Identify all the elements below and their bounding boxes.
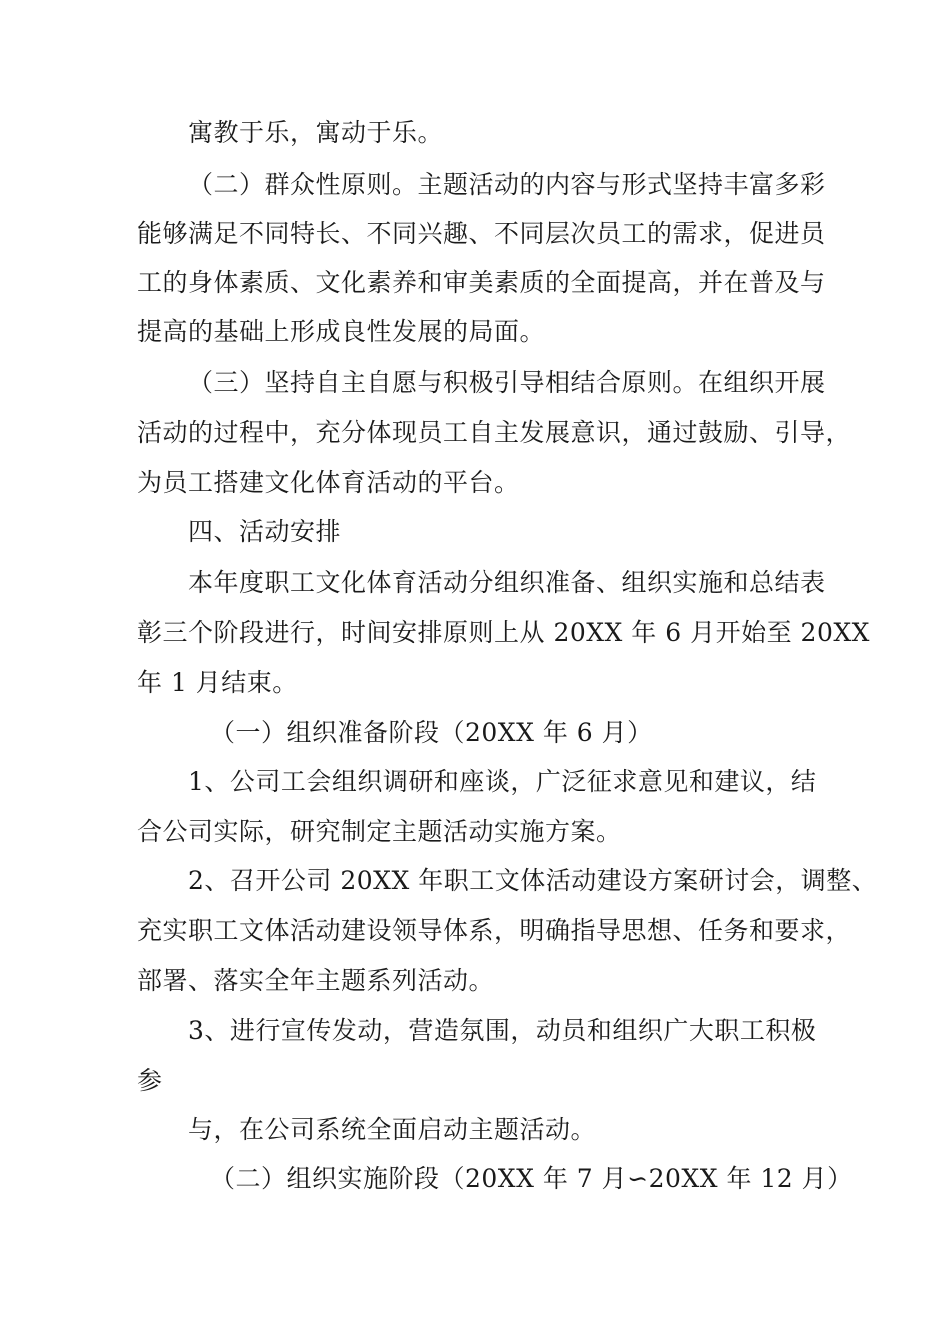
text-line: 年 1 月结束。 — [137, 668, 298, 697]
text-line: 彰三个阶段进行，时间安排原则上从 20XX 年 6 月开始至 20XX — [137, 618, 870, 647]
text-line: 提高的基础上形成良性发展的局面。 — [137, 317, 546, 346]
text-line: 与，在公司系统全面启动主题活动。 — [188, 1115, 597, 1144]
text-line: 寓教于乐，寓动于乐。 — [188, 118, 444, 147]
text-line: 1、公司工会组织调研和座谈，广泛征求意见和建议，结 — [188, 767, 817, 796]
text-line: （三）坚持自主自愿与积极引导相结合原则。在组织开展 — [188, 368, 826, 397]
text-line: 充实职工文体活动建设领导体系，明确指导思想、任务和要求， — [137, 916, 852, 945]
text-line: 工的身体素质、文化素养和审美素质的全面提高，并在普及与 — [137, 268, 826, 297]
subsection-heading: （二）组织实施阶段（20XX 年 7 月∽20XX 年 12 月） — [210, 1164, 853, 1193]
subsection-heading: （一）组织准备阶段（20XX 年 6 月） — [210, 718, 653, 747]
text-line: 参 — [137, 1066, 163, 1095]
text-line: 活动的过程中，充分体现员工自主发展意识，通过鼓励、引导， — [137, 418, 852, 447]
text-line: 合公司实际，研究制定主题活动实施方案。 — [137, 817, 622, 846]
text-line: 2、召开公司 20XX 年职工文体活动建设方案研讨会，调整、 — [188, 866, 878, 895]
text-line: （二）群众性原则。主题活动的内容与形式坚持丰富多彩 — [188, 170, 826, 199]
text-line: 能够满足不同特长、不同兴趣、不同层次员工的需求，促进员 — [137, 219, 826, 248]
text-line: 本年度职工文化体育活动分组织准备、组织实施和总结表 — [188, 568, 826, 597]
text-line: 部署、落实全年主题系列活动。 — [137, 966, 495, 995]
text-line: 为员工搭建文化体育活动的平台。 — [137, 468, 520, 497]
text-line: 3、进行宣传发动，营造氛围，动员和组织广大职工积极 — [188, 1016, 817, 1045]
section-heading: 四、活动安排 — [188, 517, 342, 546]
